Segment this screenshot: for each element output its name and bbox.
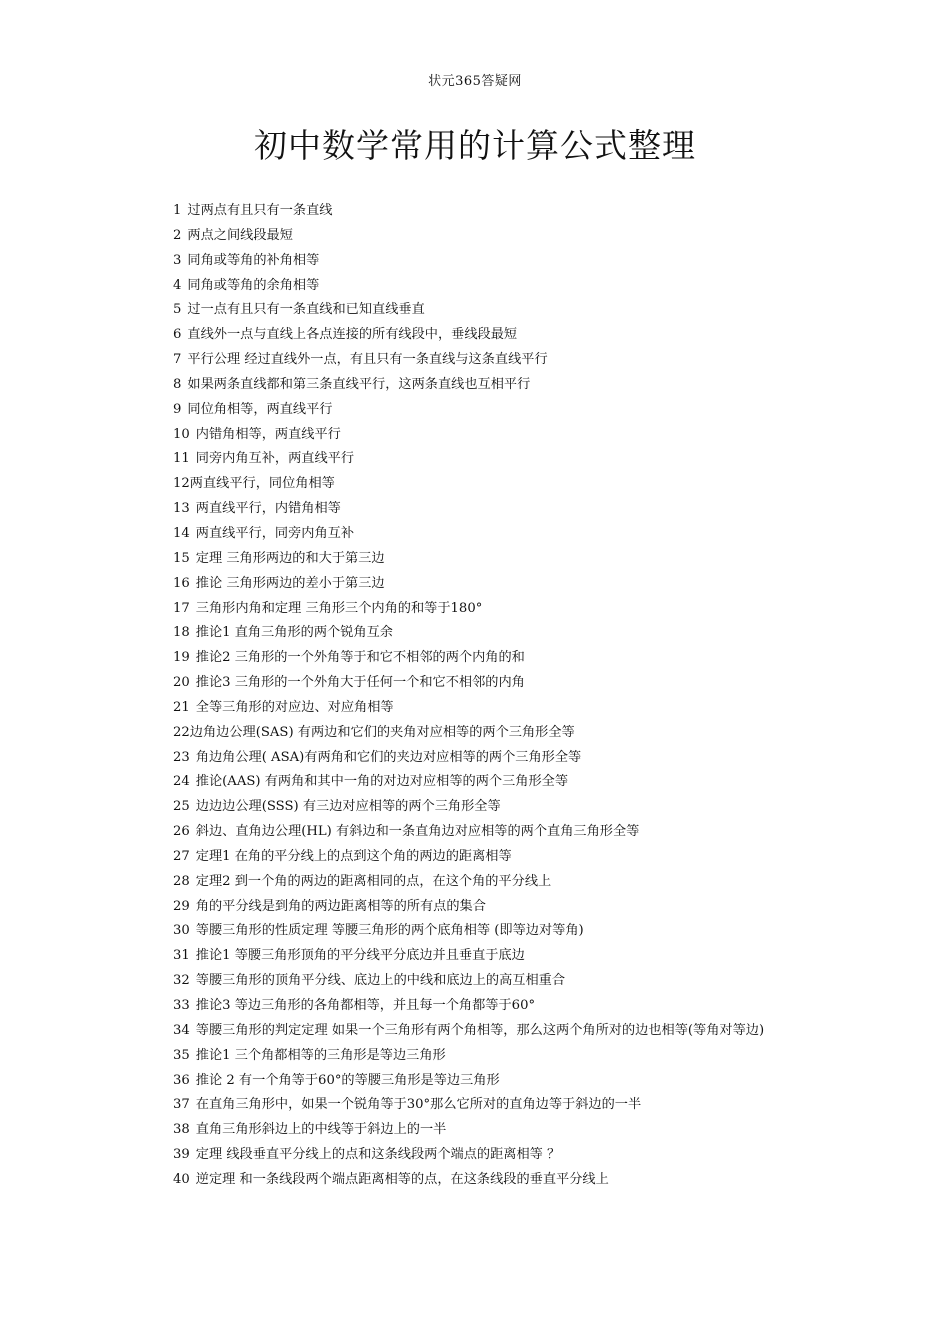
theorem-list [144,199,814,1193]
item-text: 在直角三角形中，如果一个锐角等于30°那么它所对的直角边等于斜边的一半 [195,1097,642,1113]
item-number: 2 [173,227,182,243]
list-item [144,770,814,795]
list-item [144,373,814,398]
item-number: 5 [173,302,182,318]
item-text: 同位角相等，两直线平行 [187,401,333,417]
item-text: 定理 三角形两边的和大于第三边 [195,550,385,566]
item-text: 两点之间线段最短 [187,227,293,243]
item-text: 推论1 直角三角形的两个锐角互余 [195,625,393,641]
list-item [144,199,814,224]
item-number: 11 [173,451,190,467]
item-number: 14 [173,525,190,541]
site-header: 状元365答疑网 [428,74,522,89]
item-number: 31 [173,948,190,964]
item-text: 同旁内角互补，两直线平行 [195,451,355,467]
item-text: 全等三角形的对应边、对应角相等 [195,699,394,715]
item-number: 12 [173,476,190,492]
item-number: 10 [173,426,190,442]
list-item [144,423,814,448]
list-item [144,969,814,994]
item-text: 推论 2 有一个角等于60°的等腰三角形是等边三角形 [195,1072,500,1088]
list-item [144,1093,814,1118]
item-text: 等腰三角形的顶角平分线、底边上的中线和底边上的高互相重合 [195,973,566,989]
list-item [144,398,814,423]
item-number: 32 [173,973,190,989]
item-text: 逆定理 和一条线段两个端点距离相等的点，在这条线段的垂直平分线上 [195,1171,609,1187]
item-text: 同角或等角的余角相等 [187,277,320,293]
item-text: 过一点有且只有一条直线和已知直线垂直 [187,302,425,318]
list-item [144,795,814,820]
item-number: 9 [173,401,182,417]
item-number: 20 [173,675,190,691]
list-item [144,944,814,969]
item-number: 19 [173,650,190,666]
list-item [144,1019,814,1044]
item-number: 26 [173,824,190,840]
item-text: 直角三角形斜边上的中线等于斜边上的一半 [195,1122,447,1138]
item-text: 过两点有且只有一条直线 [187,203,333,218]
list-item [144,323,814,348]
item-text: 内错角相等，两直线平行 [195,426,341,442]
list-item [144,1143,814,1168]
list-item [144,870,814,895]
list-item [144,646,814,671]
item-text: 推论3 三角形的一个外角大于任何一个和它不相邻的内角 [195,675,525,691]
item-text: 两直线平行，同位角相等 [189,476,335,492]
list-item [144,721,814,746]
item-text: 等腰三角形的性质定理 等腰三角形的两个底角相等 (即等边对等角) [195,923,584,939]
item-text: 平行公理 经过直线外一点，有且只有一条直线与这条直线平行 [187,352,548,368]
item-text: 推论1 等腰三角形顶角的平分线平分底边并且垂直于底边 [195,948,525,964]
item-text: 推论2 三角形的一个外角等于和它不相邻的两个内角的和 [195,650,525,666]
list-item [144,696,814,721]
item-number: 36 [173,1072,190,1088]
list-item [144,1168,814,1193]
item-text: 三角形内角和定理 三角形三个内角的和等于180° [195,600,483,616]
item-text: 推论 三角形两边的差小于第三边 [195,575,385,591]
item-number: 30 [173,923,190,939]
list-item [144,621,814,646]
list-item [144,472,814,497]
document-title: 初中数学常用的计算公式整理 [254,126,696,165]
item-number: 40 [173,1171,190,1187]
item-text: 两直线平行，内错角相等 [195,501,341,517]
item-text: 角边角公理( ASA)有两角和它们的夹边对应相等的两个三角形全等 [195,749,582,765]
list-item [144,919,814,944]
list-item [144,224,814,249]
list-item [144,845,814,870]
item-text: 两直线平行，同旁内角互补 [195,525,355,541]
list-item [144,1118,814,1143]
list-item [144,820,814,845]
item-number: 17 [173,600,190,616]
item-text: 如果两条直线都和第三条直线平行，这两条直线也互相平行 [187,376,531,392]
item-number: 13 [173,501,190,517]
item-text: 推论3 等边三角形的各角都相等，并且每一个角都等于60° [195,998,536,1013]
item-number: 18 [173,625,190,641]
item-text: 定理1 在角的平分线上的点到这个角的两边的距离相等 [195,848,512,864]
item-number: 3 [173,252,182,268]
item-text: 推论1 三个角都相等的三角形是等边三角形 [195,1047,446,1063]
item-number: 34 [173,1022,190,1038]
item-number: 21 [173,699,190,715]
item-number: 27 [173,848,190,864]
item-text: 角的平分线是到角的两边距离相等的所有点的集合 [195,898,486,914]
list-item [144,1069,814,1094]
item-number: 7 [173,352,182,368]
list-item [144,497,814,522]
item-number: 15 [173,550,190,566]
item-number: 8 [173,376,182,392]
list-item [144,249,814,274]
item-text: 边边边公理(SSS) 有三边对应相等的两个三角形全等 [195,799,501,815]
item-number: 29 [173,898,190,914]
item-number: 28 [173,873,190,889]
item-text: 推论(AAS) 有两角和其中一角的对边对应相等的两个三角形全等 [195,774,569,790]
list-item [144,895,814,920]
item-number: 38 [173,1122,190,1138]
item-number: 35 [173,1047,190,1063]
list-item [144,547,814,572]
list-item [144,572,814,597]
item-text: 斜边、直角边公理(HL) 有斜边和一条直角边对应相等的两个直角三角形全等 [195,824,640,840]
list-item [144,298,814,323]
item-number: 1 [173,203,182,218]
item-number: 33 [173,998,190,1013]
item-number: 16 [173,575,190,591]
list-item [144,1044,814,1069]
list-item [144,597,814,622]
item-text: 直线外一点与直线上各点连接的所有线段中，垂线段最短 [187,327,518,343]
item-text: 边角边公理(SAS) 有两边和它们的夹角对应相等的两个三角形全等 [189,724,575,740]
item-number: 6 [173,327,182,343]
item-text: 定理 线段垂直平分线上的点和这条线段两个端点的距离相等 ？ [195,1147,561,1163]
list-item [144,994,814,1019]
item-number: 24 [173,774,190,790]
item-number: 4 [173,277,182,293]
item-number: 23 [173,749,190,765]
list-item [144,671,814,696]
item-number: 37 [173,1097,190,1113]
list-item [144,746,814,771]
item-text: 定理2 到一个角的两边的距离相同的点，在这个角的平分线上 [195,873,552,889]
item-number: 39 [173,1147,190,1163]
list-item [144,274,814,299]
item-text: 等腰三角形的判定定理 如果一个三角形有两个角相等，那么这两个角所对的边也相等(等角对等边) [195,1022,765,1038]
item-number: 22 [173,724,190,740]
list-item [144,348,814,373]
item-text: 同角或等角的补角相等 [187,252,320,268]
list-item [144,522,814,547]
item-number: 25 [173,799,190,815]
list-item [144,447,814,472]
